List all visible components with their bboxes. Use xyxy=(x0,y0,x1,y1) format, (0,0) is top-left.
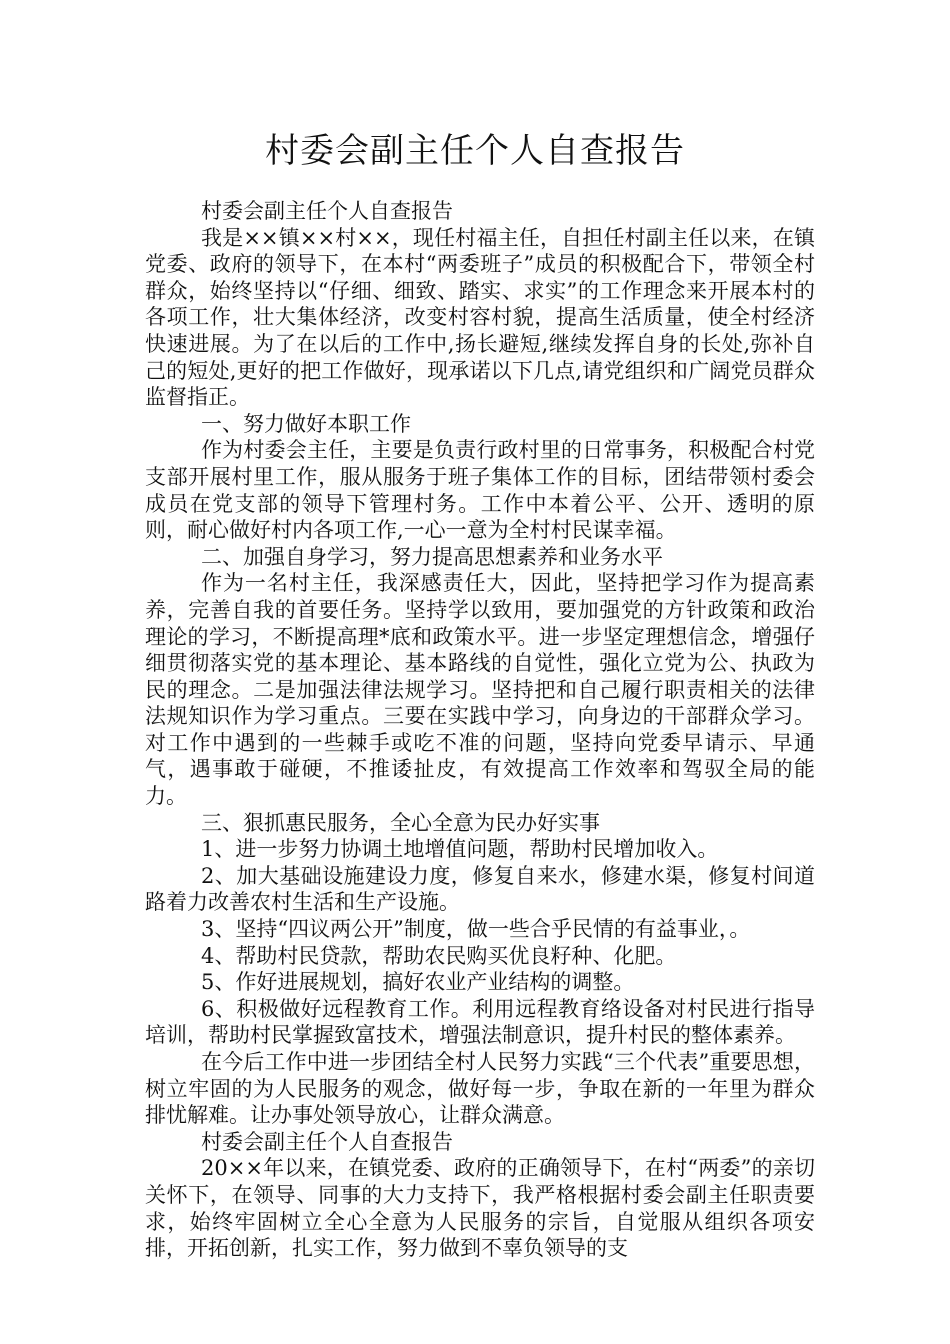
paragraph: 作为一名村主任，我深感责任大，因此，坚持把学习作为提高素养，完善自我的首要任务。坚持学以致用，要加强党的方针政策和政治理论的学习，不断提高理*底和政策水平。进一步坚定理想信念，增强仔细贯彻落实党的基本理论、基本路线的自觉性，强化立党为公、执政为民的理念。二是加强法律法规学习。坚持把和自己履行职责相关的法律法规知识作为学习重点。三要在实践中学习，向身边的干部群众学习。对工作中遇到的一些棘手或吃不准的问题，坚持向党委早请示、早通气，遇事敢于碰硬，不推诿扯皮，有效提高工作效率和驾驭全局的能力。 xyxy=(145,571,815,809)
list-item: 3、坚持“四议两公开”制度，做一些合乎民情的有益事业，。 xyxy=(201,917,751,942)
section-heading: 一、努力做好本职工作 xyxy=(201,411,411,436)
list-item: 5、作好进展规划，搞好农业产业结构的调整。 xyxy=(201,970,635,995)
section-heading: 二、加强自身学习，努力提高思想素养和业务水平 xyxy=(201,544,663,569)
list-item: 4、帮助村民贷款，帮助农民购买优良籽种、化肥。 xyxy=(201,943,677,968)
document-title: 村委会副主任个人自查报告 xyxy=(265,131,685,171)
paragraph: 村委会副主任个人自查报告 xyxy=(201,199,453,223)
paragraph: 作为村委会主任，主要是负责行政村里的日常事务，积极配合村党支部开展村里工作，服从服务于班子集体工作的目标，团结带领村委会成员在党支部的领导下管理村务。工作中本着公平、公开、透明的原则，耐心做好村内各项工作,一心一意为全村村民谋幸福。 xyxy=(145,438,815,543)
document-body xyxy=(145,198,815,1262)
list-item: 1、进一步努力协调土地增值问题，帮助村民增加收入。 xyxy=(201,837,719,862)
section-heading: 三、狠抓惠民服务，全心全意为民办好实事 xyxy=(201,810,600,835)
list-item: 2、加大基础设施建设力度，修复自来水，修建水渠，修复村间道路着力改善农村生活和生产设施。 xyxy=(145,863,815,915)
paragraph: 我是××镇××村××，现任村福主任，自担任村副主任以来，在镇党委、政府的领导下，在本村“两委班子”成员的积极配合下，带领全村群众，始终坚持以“仔细、细致、踏实、求实”的工作理念来开展本村的各项工作，壮大集体经济，改变村容村貌，提高生活质量，使全村经济快速进展。为了在以后的工作中,扬长避短,继续发挥自身的长处,弥补自己的短处,更好的把工作做好，现承诺以下几点,请党组织和广阔党员群众监督指正。 xyxy=(145,225,815,410)
list-item: 6、积极做好远程教育工作。利用远程教育络设备对村民进行指导培训，帮助村民掌握致富技术，增强法制意识，提升村民的整体素养。 xyxy=(145,996,815,1048)
paragraph: 在今后工作中进一步团结全村人民努力实践“三个代表”重要思想，树立牢固的为人民服务的观念，做好每一步，争取在新的一年里为群众排忧解难。让办事处领导放心，让群众满意。 xyxy=(145,1050,815,1128)
paragraph: 20××年以来，在镇党委、政府的正确领导下，在村“两委”的亲切关怀下，在领导、同事的大力支持下，我严格根据村委会副主任职责要求，始终牢固树立全心全意为人民服务的宗旨，自觉服从组织各项安排，开拓创新，扎实工作，努力做到不辜负领导的支 xyxy=(145,1156,815,1261)
paragraph: 村委会副主任个人自查报告 xyxy=(201,1129,453,1154)
